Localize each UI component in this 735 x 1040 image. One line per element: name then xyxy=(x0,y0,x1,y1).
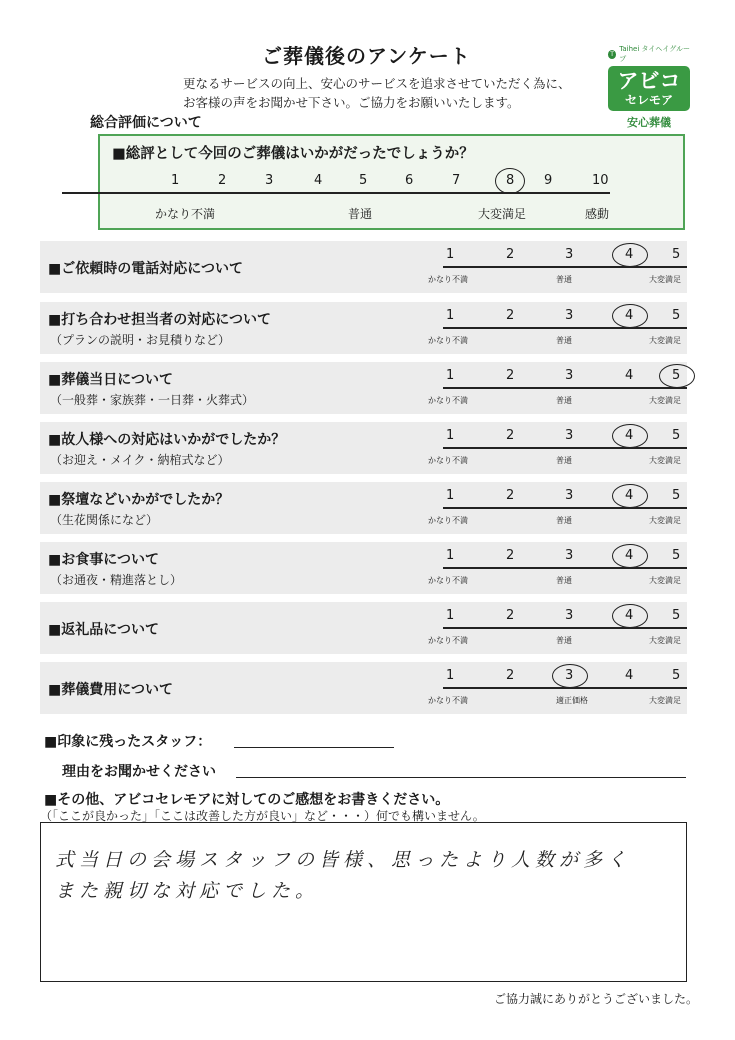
rating-option[interactable]: 3 xyxy=(565,428,574,443)
selected-rating-circle xyxy=(612,304,648,328)
logo-tagline: 安心葬儀 xyxy=(627,116,671,129)
rating-option[interactable]: 4 xyxy=(625,308,634,323)
reason-label: 理由をお聞かせください xyxy=(62,764,216,780)
rating-scale-label: かなり不満 xyxy=(428,456,468,465)
survey-title: ご葬儀後のアンケート xyxy=(262,44,471,68)
rating-scale-label: かなり不満 xyxy=(428,636,468,645)
rating-option[interactable]: 1 xyxy=(446,428,455,443)
rating-option[interactable]: 5 xyxy=(672,368,681,383)
rating-question: ■祭壇などいかがでしたか？ xyxy=(48,492,230,508)
rating-row xyxy=(40,542,687,594)
taihei-mark-icon: T xyxy=(608,50,616,59)
rating-option[interactable]: 3 xyxy=(565,548,574,563)
overall-scale-label: 大変満足 xyxy=(478,207,527,221)
rating-scale-line xyxy=(443,627,687,629)
rating-question: ■お食事について xyxy=(48,552,159,568)
rating-option[interactable]: 4 xyxy=(625,608,634,623)
rating-option[interactable]: 4 xyxy=(625,488,634,503)
rating-scale-line xyxy=(443,266,687,268)
rating-option[interactable]: 4 xyxy=(625,428,634,443)
rating-question-detail: （プランの説明・お見積りなど） xyxy=(50,333,231,347)
rating-option[interactable]: 2 xyxy=(506,548,515,563)
footer-thanks: ご協力誠にありがとうございました。 xyxy=(494,992,699,1006)
rating-option[interactable]: 4 xyxy=(625,247,634,262)
rating-question: ■打ち合わせ担当者の対応について xyxy=(48,312,271,328)
overall-scale-number[interactable]: 6 xyxy=(405,173,414,188)
handwritten-comment-line-1: 式当日の会場スタッフの皆様、思ったより人数が多く xyxy=(55,849,632,871)
rating-scale-label: 普通 xyxy=(556,456,572,465)
rating-option[interactable]: 3 xyxy=(565,368,574,383)
overall-selected-circle xyxy=(495,168,525,194)
rating-option[interactable]: 5 xyxy=(672,548,681,563)
staff-name-field[interactable] xyxy=(234,747,394,748)
rating-scale-label: 大変満足 xyxy=(649,336,681,345)
selected-rating-circle xyxy=(612,424,648,448)
rating-scale-label: 普通 xyxy=(556,396,572,405)
rating-scale-label: かなり不満 xyxy=(428,396,468,405)
overall-scale-number[interactable]: 7 xyxy=(452,173,461,188)
rating-question: ■返礼品について xyxy=(48,622,159,638)
rating-option[interactable]: 5 xyxy=(672,428,681,443)
rating-scale-label: 大変満足 xyxy=(649,696,681,705)
rating-scale-line xyxy=(443,327,687,329)
rating-option[interactable]: 4 xyxy=(625,548,634,563)
overall-scale-number[interactable]: 2 xyxy=(218,173,227,188)
overall-scale-label: かなり不満 xyxy=(155,207,216,221)
rating-option[interactable]: 5 xyxy=(672,668,681,683)
rating-option[interactable]: 2 xyxy=(506,488,515,503)
rating-option[interactable]: 1 xyxy=(446,608,455,623)
rating-scale-label: 普通 xyxy=(556,576,572,585)
rating-question-detail: （お通夜・精進落とし） xyxy=(50,573,183,587)
rating-question: ■ご依頼時の電話対応について xyxy=(48,261,243,277)
overall-scale-number[interactable]: 9 xyxy=(544,173,553,188)
rating-scale-line xyxy=(443,507,687,509)
rating-option[interactable]: 1 xyxy=(446,368,455,383)
rating-option[interactable]: 5 xyxy=(672,608,681,623)
rating-scale-label: 普通 xyxy=(556,636,572,645)
logo-line-1: アビコ xyxy=(617,69,681,93)
rating-question-detail: （お迎え・メイク・納棺式など） xyxy=(50,453,230,467)
overall-scale-number[interactable]: 10 xyxy=(592,173,609,188)
company-logo xyxy=(608,44,690,130)
rating-option[interactable]: 4 xyxy=(625,368,634,383)
reason-field[interactable] xyxy=(236,777,686,778)
intro-line-1: 更なるサービスの向上、安心のサービスを追求させていただく為に、 xyxy=(183,76,571,91)
intro-line-2: お客様の声をお聞かせ下さい。ご協力をお願いいたします。 xyxy=(183,95,520,110)
rating-option[interactable]: 3 xyxy=(565,308,574,323)
rating-scale-label: かなり不満 xyxy=(428,516,468,525)
overall-scale-number[interactable]: 3 xyxy=(265,173,274,188)
rating-question-detail: （一般葬・家族葬・一日葬・火葬式） xyxy=(50,393,255,407)
rating-option[interactable]: 1 xyxy=(446,247,455,262)
rating-question-detail: （生花関係になど） xyxy=(50,513,159,527)
rating-option[interactable]: 2 xyxy=(506,368,515,383)
selected-rating-circle xyxy=(659,364,695,388)
rating-option[interactable]: 3 xyxy=(565,668,574,683)
overall-scale-number[interactable]: 8 xyxy=(506,173,515,188)
rating-option[interactable]: 1 xyxy=(446,488,455,503)
selected-rating-circle xyxy=(612,243,648,267)
rating-row xyxy=(40,302,687,354)
rating-row xyxy=(40,482,687,534)
rating-scale-label: 大変満足 xyxy=(649,636,681,645)
rating-option[interactable]: 2 xyxy=(506,308,515,323)
overall-section-title: 総合評価について xyxy=(90,115,202,131)
rating-row xyxy=(40,662,687,714)
rating-option[interactable]: 3 xyxy=(565,488,574,503)
rating-scale-label: 普通 xyxy=(556,336,572,345)
rating-option[interactable]: 2 xyxy=(506,247,515,262)
rating-option[interactable]: 1 xyxy=(446,308,455,323)
rating-scale-line xyxy=(443,687,687,689)
handwritten-comment-line-2: また親切な対応でした。 xyxy=(55,880,320,902)
rating-option[interactable]: 2 xyxy=(506,668,515,683)
overall-scale-number[interactable]: 5 xyxy=(359,173,368,188)
comments-hint: （「ここが良かった」「ここは改善した方が良い」など・・・）何でも構いません。 xyxy=(40,809,485,823)
rating-scale-label: 大変満足 xyxy=(649,456,681,465)
rating-scale-line xyxy=(443,567,687,569)
rating-scale-label: 大変満足 xyxy=(649,576,681,585)
rating-option[interactable]: 3 xyxy=(565,247,574,262)
rating-option[interactable]: 2 xyxy=(506,608,515,623)
rating-row xyxy=(40,241,687,293)
rating-scale-line xyxy=(443,387,687,389)
rating-option[interactable]: 5 xyxy=(672,488,681,503)
logo-badge xyxy=(608,66,690,111)
rating-scale-label: 普通 xyxy=(556,516,572,525)
rating-row xyxy=(40,362,687,414)
rating-row xyxy=(40,602,687,654)
overall-question: ■総評として今回のご葬儀はいかがだったでしょうか？ xyxy=(112,146,474,162)
rating-option[interactable]: 1 xyxy=(446,668,455,683)
overall-scale-line xyxy=(62,192,610,194)
rating-question: ■葬儀費用について xyxy=(48,682,173,698)
selected-rating-circle xyxy=(612,484,648,508)
overall-scale-label: 感動 xyxy=(585,207,610,221)
rating-scale-label: かなり不満 xyxy=(428,336,468,345)
group-name: Taihei タイヘイグループ xyxy=(619,45,690,63)
rating-scale-label: かなり不満 xyxy=(428,696,468,705)
rating-option[interactable]: 5 xyxy=(672,308,681,323)
rating-option[interactable]: 3 xyxy=(565,608,574,623)
rating-option[interactable]: 2 xyxy=(506,428,515,443)
overall-scale-label: 普通 xyxy=(348,207,373,221)
logo-line-2: セレモア xyxy=(624,93,673,107)
rating-question: ■故人様への対応はいかがでしたか？ xyxy=(48,432,286,448)
selected-rating-circle xyxy=(552,664,588,688)
rating-scale-label: 普通 xyxy=(556,275,572,284)
rating-scale-label: 適正価格 xyxy=(556,696,588,705)
selected-rating-circle xyxy=(612,604,648,628)
overall-scale-number[interactable]: 4 xyxy=(314,173,323,188)
rating-scale-label: かなり不満 xyxy=(428,275,468,284)
rating-question: ■葬儀当日について xyxy=(48,372,173,388)
group-mark xyxy=(608,44,690,64)
rating-scale-label: かなり不満 xyxy=(428,576,468,585)
rating-option[interactable]: 4 xyxy=(625,668,634,683)
rating-scale-label: 大変満足 xyxy=(649,516,681,525)
comments-textarea[interactable] xyxy=(40,822,687,982)
comments-label: ■その他、アビコセレモアに対してのご感想をお書きください。 xyxy=(44,792,450,808)
rating-option[interactable]: 5 xyxy=(672,247,681,262)
rating-scale-label: 大変満足 xyxy=(649,275,681,284)
rating-option[interactable]: 1 xyxy=(446,548,455,563)
rating-row xyxy=(40,422,687,474)
rating-scale-label: 大変満足 xyxy=(649,396,681,405)
selected-rating-circle xyxy=(612,544,648,568)
rating-scale-line xyxy=(443,447,687,449)
overall-scale-number[interactable]: 1 xyxy=(171,173,180,188)
staff-label: ■印象に残ったスタッフ： xyxy=(44,734,212,750)
